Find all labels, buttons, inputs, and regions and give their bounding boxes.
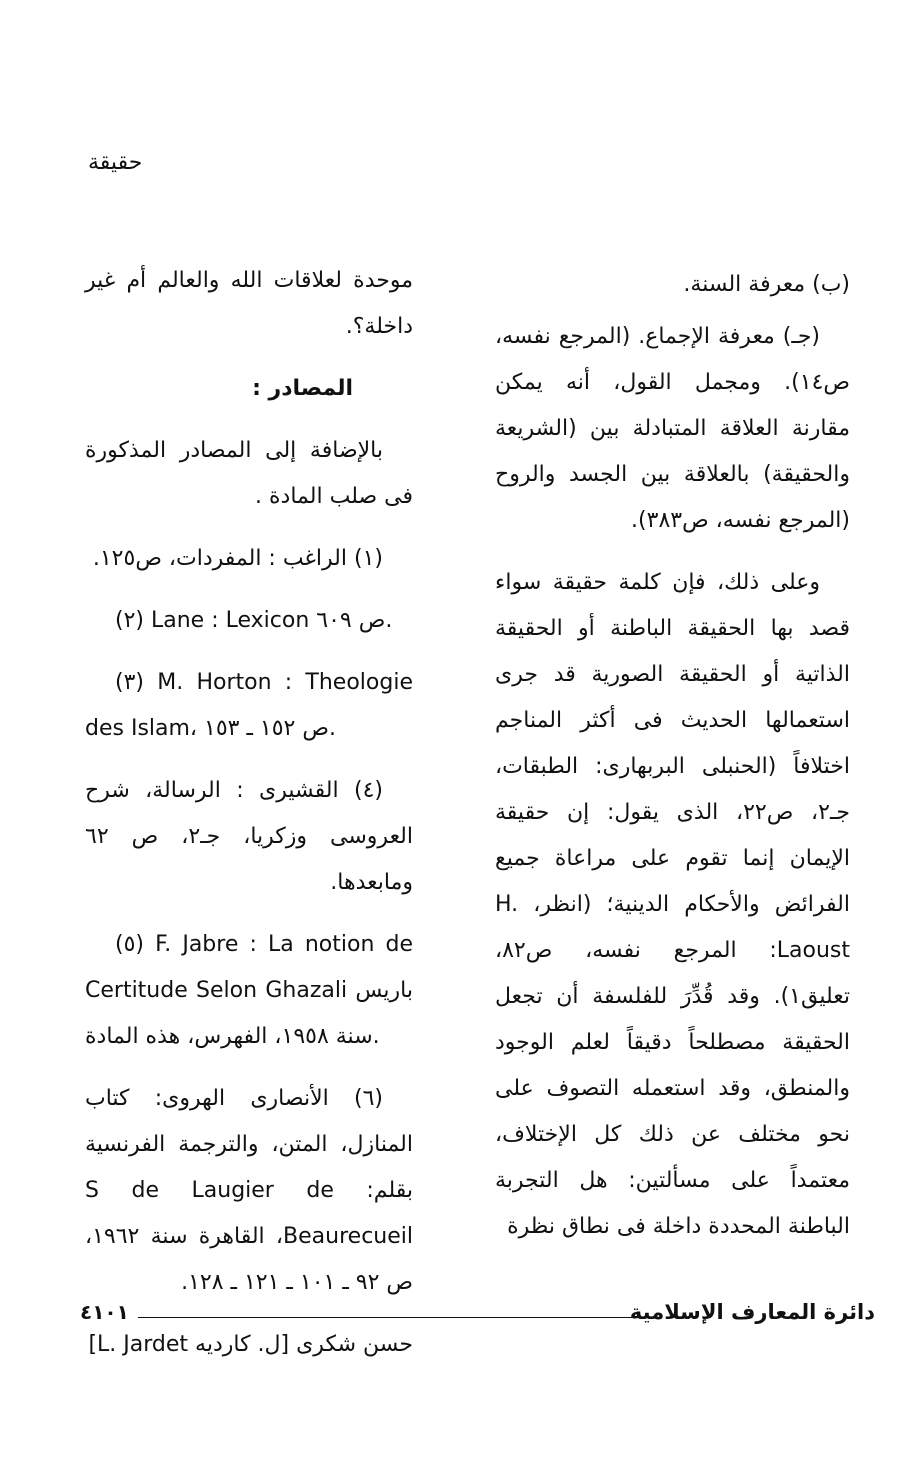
sources-heading: المصادر :: [252, 376, 353, 401]
reference-item: (١) الراغب : المفردات، ص١٢٥.: [92, 546, 383, 571]
paragraph-sunna: (ب) معرفة السنة.: [683, 272, 850, 297]
reference-item: (٥) F. Jabre : La notion de Certitude Selon Ghazali باريس سنة ١٩٥٨، الفهرس، هذه المادة.: [85, 932, 413, 1049]
sources-intro: بالإضافة إلى المصادر المذكورة فى صلب المادة .: [85, 438, 413, 509]
running-header: حقيقة: [88, 150, 143, 175]
footer-title: دائرة المعارف الإسلامية: [629, 1300, 875, 1324]
reference-item: (٤) القشيرى : الرسالة، شرح العروسى وزكريا، جـ٢، ص ٦٢ ومابعدها.: [85, 778, 413, 895]
paragraph-haqiqa-usage: وعلى ذلك، فإن كلمة حقيقة سواء قصد بها الحقيقة الباطنة أو الحقيقة الذاتية أو الحقيقة الصورية قد جرى استعمالها الحديث فى أكثر المناجم اختلافاً (الحنبلى البربهارى: الطبقات، جـ٢، ص٢٢، الذى يقول: إن حقيقة الإيمان إنما تقوم على مراعاة جميع الفرائض والأحكام الدينية؛ (انظر، H. Laoust: المرجع نفسه، ص٨٢، تعليق١). وقد قُدِّرَ للفلسفة أن تجعل الحقيقة مصطلحاً دقيقاً لعلم الوجود والمنطق، وقد استعمله التصوف على نحو مختلف عن ذلك كل الإختلاف، معتمداً على مسألتين: هل التجربة الباطنة المحددة داخلة فى نطاق نظرة: [495, 570, 850, 1239]
footer-rule: [138, 1317, 660, 1318]
left-column: [85, 258, 413, 1384]
reference-item: (٣) M. Horton : Theologie des Islam، ص ١٥٢ ـ ١٥٣.: [85, 670, 413, 741]
author-signature: حسن شكرى [ل. كارديه L. Jardet]: [88, 1332, 413, 1357]
paragraph-ijma: (جـ) معرفة الإجماع. (المرجع نفسه، ص١٤). ومجمل القول، أنه يمكن مقارنة العلاقة المتبادلة بين (الشريعة والحقيقة) بالعلاقة بين الجسد والروح (المرجع نفسه، ص٣٨٣).: [495, 324, 850, 533]
right-column: [495, 262, 850, 1266]
paragraph-continuation: موحدة لعلاقات الله والعالم أم غير داخلة؟.: [85, 268, 413, 339]
page-number: ٤١٠١: [80, 1300, 129, 1324]
page-footer: [80, 1300, 875, 1330]
reference-item: (٦) الأنصارى الهروى: كتاب المنازل، المتن، والترجمة الفرنسية بقلم: S de Laugier de Beaurecueil، القاهرة سنة ١٩٦٢، ص ٩٢ ـ ١٠١ ـ ١٢١ ـ ١٢٨.: [85, 1086, 413, 1295]
reference-item: (٢) Lane : Lexicon ص ٦٠٩.: [115, 608, 393, 633]
